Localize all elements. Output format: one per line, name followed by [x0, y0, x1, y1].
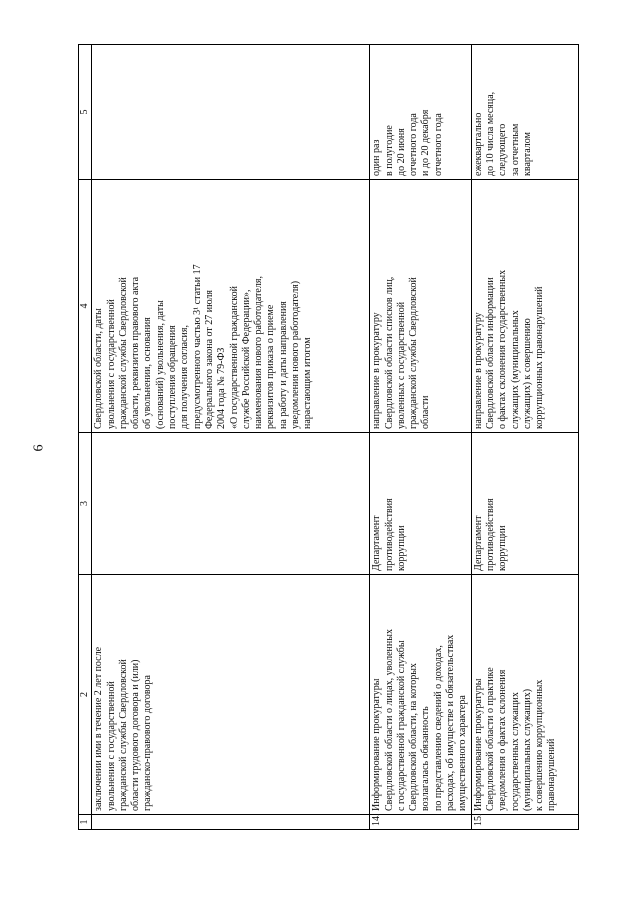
column-header: 2 — [79, 575, 92, 815]
table-row — [370, 45, 471, 830]
action-cell: направление в прокуратуру Свердловской области информации о фактах склонения государственных служащих (муниципальных служащих) к совершению коррупционных правонарушений — [471, 180, 578, 433]
column-header: 4 — [79, 180, 92, 433]
row-number — [92, 815, 370, 830]
measures-table — [78, 44, 579, 830]
rotated-table-container — [78, 45, 558, 830]
executor-cell — [92, 433, 370, 575]
action-cell: направление в прокуратуру Свердловской области списков лиц, уволенных с государственной гражданской службы Свердловской области — [370, 180, 471, 433]
column-header: 3 — [79, 433, 92, 575]
column-header: 5 — [79, 45, 92, 180]
executor-cell: Департамент противодействия коррупции — [370, 433, 471, 575]
row-number: 14. — [370, 815, 471, 830]
measure-cell: заключении ими в течение 2 лет после увольнения с государственной гражданской службы Свердловской области трудового договора и (или) гражданско-правового договора — [92, 575, 370, 815]
executor-cell: Департамент противодействия коррупции — [471, 433, 578, 575]
deadline-cell — [92, 45, 370, 180]
measure-cell: Информирование прокуратуры Свердловской области о практике уведомления о фактах склонения государственных служащих (муниципальных служащих) к совершению коррупционных правонарушений — [471, 575, 578, 815]
table-row — [92, 45, 370, 830]
page-number: 6 — [31, 444, 47, 452]
action-cell: Свердловской области, даты увольнения с государственной гражданской службы Свердловской области, реквизитов правового акта об увольнении, основания (оснований) увольнения, даты поступления обращения для получения согласия, предусмотренного частью 3¹ статьи 17 Федерального закона от 27 июля 2004 года № 79-ФЗ «О государственной гражданской службе Российской Федерации», наименования нового работодателя, реквизитов приказа о приеме на работу и даты направления уведомления нового работодателя) нарастающим итогом — [92, 180, 370, 433]
table-header-row — [79, 45, 92, 830]
column-header: 1 — [79, 815, 92, 830]
table-row — [471, 45, 578, 830]
row-number: 15. — [471, 815, 578, 830]
deadline-cell: ежеквартально до 10 числа месяца, следующего за отчетным кварталом — [471, 45, 578, 180]
measure-cell: Информирование прокуратуры Свердловской области о лицах, уволенных с государственной гражданской службы Свердловской области, на которых возлагалась обязанность по представлению сведений о доходах, расходах, об имуществе и обязательствах имущественного характера — [370, 575, 471, 815]
deadline-cell: один раз в полугодие до 20 июня отчетного года и до 20 декабря отчетного года — [370, 45, 471, 180]
